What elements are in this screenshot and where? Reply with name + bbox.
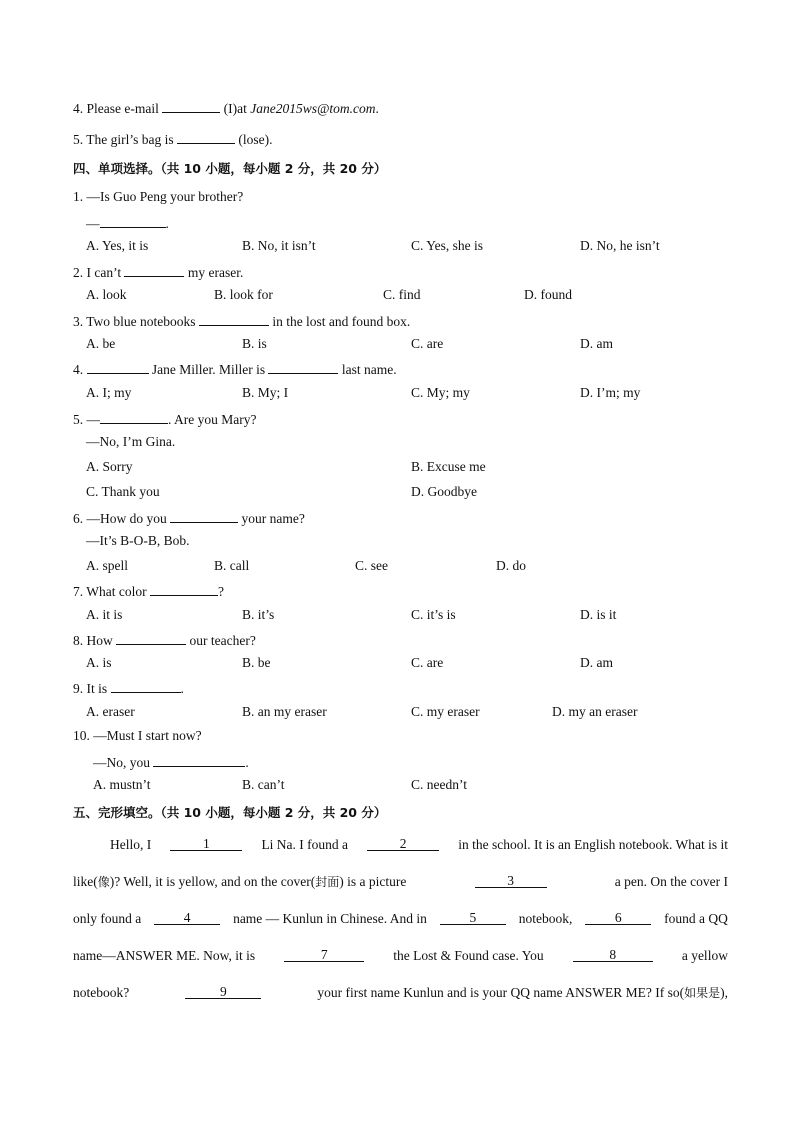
q2-stem (73, 263, 243, 281)
cloze-text: name—ANSWER ME. Now, it is (73, 948, 256, 963)
cloze-blank-8[interactable]: 8 (573, 948, 653, 962)
punct: ? (217, 584, 224, 599)
q8-stem (73, 631, 256, 649)
q8-option-c[interactable]: C. are (411, 655, 444, 670)
q1-stem: 1. —Is Guo Peng your brother? (73, 189, 244, 204)
q2-text: 2. I can’t (73, 265, 122, 280)
q5-num: 5. — (73, 412, 100, 427)
q10-stem: 10. —Must I start now? (73, 728, 202, 743)
cloze-line-1 (110, 837, 728, 853)
q7-option-b[interactable]: B. it’s (242, 607, 275, 622)
q9-option-c[interactable]: C. my eraser (411, 704, 480, 719)
answer-blank[interactable] (111, 679, 181, 693)
q3-option-d[interactable]: D. am (580, 336, 613, 351)
q8-option-a[interactable]: A. is (86, 655, 112, 670)
q5-text: . Are you Mary? (168, 412, 257, 427)
cloze-blank-2[interactable]: 2 (367, 837, 439, 851)
cloze-blank-1[interactable]: 1 (170, 837, 242, 851)
q6-option-b[interactable]: B. call (214, 558, 250, 573)
q2-option-b[interactable]: B. look for (214, 287, 273, 302)
q3-option-b[interactable]: B. is (242, 336, 267, 351)
cloze-text: notebook, (518, 911, 573, 926)
cloze-text: )? Well, it is yellow, and on the cover( (109, 874, 316, 889)
chinese-gloss: 如果是 (684, 986, 721, 1000)
q10-option-c[interactable]: C. needn’t (411, 777, 467, 792)
fill-q4-hint: (I)at (223, 101, 247, 116)
cloze-text: found a QQ (664, 911, 728, 926)
q10-option-b[interactable]: B. can’t (242, 777, 285, 792)
q8-option-d[interactable]: D. am (580, 655, 613, 670)
q1-option-b[interactable]: B. No, it isn’t (242, 238, 316, 253)
q7-stem (73, 582, 224, 600)
q4-option-d[interactable]: D. I’m; my (580, 385, 641, 400)
cloze-blank-5[interactable]: 5 (440, 911, 506, 925)
q6-option-a[interactable]: A. spell (86, 558, 128, 573)
cloze-text: in the school. It is an English notebook. What is it (458, 837, 728, 852)
cloze-text-group (73, 874, 406, 890)
q3-option-c[interactable]: C. are (411, 336, 444, 351)
q7-option-a[interactable]: A. it is (86, 607, 123, 622)
q2-option-a[interactable]: A. look (86, 287, 127, 302)
q5-stem (73, 410, 256, 428)
q10-reply-text: —No, you (93, 755, 150, 770)
q8-option-b[interactable]: B. be (242, 655, 271, 670)
q3-text: 3. Two blue notebooks (73, 314, 196, 329)
q1-option-c[interactable]: C. Yes, she is (411, 238, 484, 253)
cloze-line-3 (73, 911, 728, 927)
q8-text: 8. How (73, 633, 113, 648)
cloze-blank-9[interactable]: 9 (185, 985, 261, 999)
q10-reply (93, 753, 249, 771)
cloze-text: your first name Kunlun and is your QQ name ANSWER ME? If so( (317, 985, 685, 1000)
section4-heading: 四、单项选择。（共 10 小题，每小题 2 分，共 20 分） (73, 161, 387, 176)
cloze-text: like( (73, 874, 98, 889)
q6-text-end: your name? (241, 511, 305, 526)
answer-blank[interactable] (87, 360, 149, 374)
q4-option-b[interactable]: B. My; I (242, 385, 289, 400)
q4-option-a[interactable]: A. I; my (86, 385, 132, 400)
answer-blank[interactable] (162, 99, 220, 113)
q4-num: 4. (73, 362, 84, 377)
q7-text: 7. What color (73, 584, 147, 599)
email-address: Jane2015ws@tom.com (250, 101, 376, 116)
dash: — (86, 216, 100, 231)
cloze-text-group (317, 985, 728, 1001)
punct: . (165, 216, 169, 231)
answer-blank[interactable] (124, 263, 184, 277)
q9-text: 9. It is (73, 681, 108, 696)
fill-q5-hint: (lose). (238, 132, 273, 147)
q4-option-c[interactable]: C. My; my (411, 385, 470, 400)
answer-blank[interactable] (177, 130, 235, 144)
q3-text-end: in the lost and found box. (272, 314, 411, 329)
punct: . (180, 681, 184, 696)
cloze-blank-3[interactable]: 3 (475, 874, 547, 888)
q5-option-b[interactable]: B. Excuse me (411, 459, 486, 474)
fill-q4-text: 4. Please e-mail (73, 101, 159, 116)
q5-option-c[interactable]: C. Thank you (86, 484, 160, 499)
q1-option-a[interactable]: A. Yes, it is (86, 238, 149, 253)
q10-option-a[interactable]: A. mustn’t (93, 777, 151, 792)
q9-option-d[interactable]: D. my an eraser (552, 704, 638, 719)
q6-option-d[interactable]: D. do (496, 558, 526, 573)
cloze-blank-7[interactable]: 7 (284, 948, 364, 962)
q4-text: Jane Miller. Miller is (151, 362, 266, 377)
q9-stem (73, 679, 184, 697)
q1-option-d[interactable]: D. No, he isn’t (580, 238, 660, 253)
section5-heading: 五、完形填空。（共 10 小题，每小题 2 分，共 20 分） (73, 805, 387, 820)
chinese-gloss: 像 (97, 875, 110, 889)
q6-reply: —It’s B-O-B, Bob. (86, 533, 190, 548)
punct: . (375, 101, 379, 116)
cloze-text: ) is a picture (339, 874, 407, 889)
fill-q5 (73, 130, 273, 148)
q7-option-c[interactable]: C. it’s is (411, 607, 456, 622)
cloze-text: name — Kunlun in Chinese. And in (233, 911, 427, 926)
q5-reply: —No, I’m Gina. (86, 434, 176, 449)
q6-option-c[interactable]: C. see (355, 558, 388, 573)
cloze-blank-6[interactable]: 6 (585, 911, 651, 925)
q8-text-end: our teacher? (189, 633, 256, 648)
q5-option-d[interactable]: D. Goodbye (411, 484, 477, 499)
cloze-line-4 (73, 948, 728, 964)
cloze-text: notebook? (73, 985, 130, 1000)
q2-option-d[interactable]: D. found (524, 287, 572, 302)
q7-option-d[interactable]: D. is it (580, 607, 617, 622)
q9-option-b[interactable]: B. an my eraser (242, 704, 327, 719)
answer-blank[interactable] (170, 509, 238, 523)
chinese-gloss: 封面 (315, 875, 340, 889)
cloze-text: Hello, I (110, 837, 152, 852)
answer-blank[interactable] (199, 312, 269, 326)
q4-stem (73, 360, 397, 378)
fill-q4 (73, 99, 379, 117)
punct: . (245, 755, 249, 770)
q6-text: 6. —How do you (73, 511, 167, 526)
answer-blank[interactable] (100, 214, 166, 228)
cloze-text: a yellow (681, 948, 728, 963)
q6-stem (73, 509, 305, 527)
q1-reply (86, 214, 169, 232)
answer-blank[interactable] (153, 753, 245, 767)
q4-text-end: last name. (341, 362, 397, 377)
q9-option-a[interactable]: A. eraser (86, 704, 135, 719)
fill-q5-text: 5. The girl’s bag is (73, 132, 174, 147)
answer-blank[interactable] (150, 582, 218, 596)
answer-blank[interactable] (268, 360, 338, 374)
q2-option-c[interactable]: C. find (383, 287, 421, 302)
answer-blank[interactable] (100, 410, 168, 424)
q5-option-a[interactable]: A. Sorry (86, 459, 133, 474)
q3-option-a[interactable]: A. be (86, 336, 116, 351)
cloze-blank-4[interactable]: 4 (154, 911, 220, 925)
cloze-line-5 (73, 985, 728, 1001)
cloze-text: ), (720, 985, 728, 1000)
cloze-text: Li Na. I found a (261, 837, 349, 852)
q2-text-end: my eraser. (187, 265, 244, 280)
cloze-line-2 (73, 874, 728, 890)
cloze-text: the Lost & Found case. You (393, 948, 544, 963)
cloze-text: only found a (73, 911, 142, 926)
answer-blank[interactable] (116, 631, 186, 645)
cloze-text: a pen. On the cover I (614, 874, 728, 889)
q3-stem (73, 312, 410, 330)
